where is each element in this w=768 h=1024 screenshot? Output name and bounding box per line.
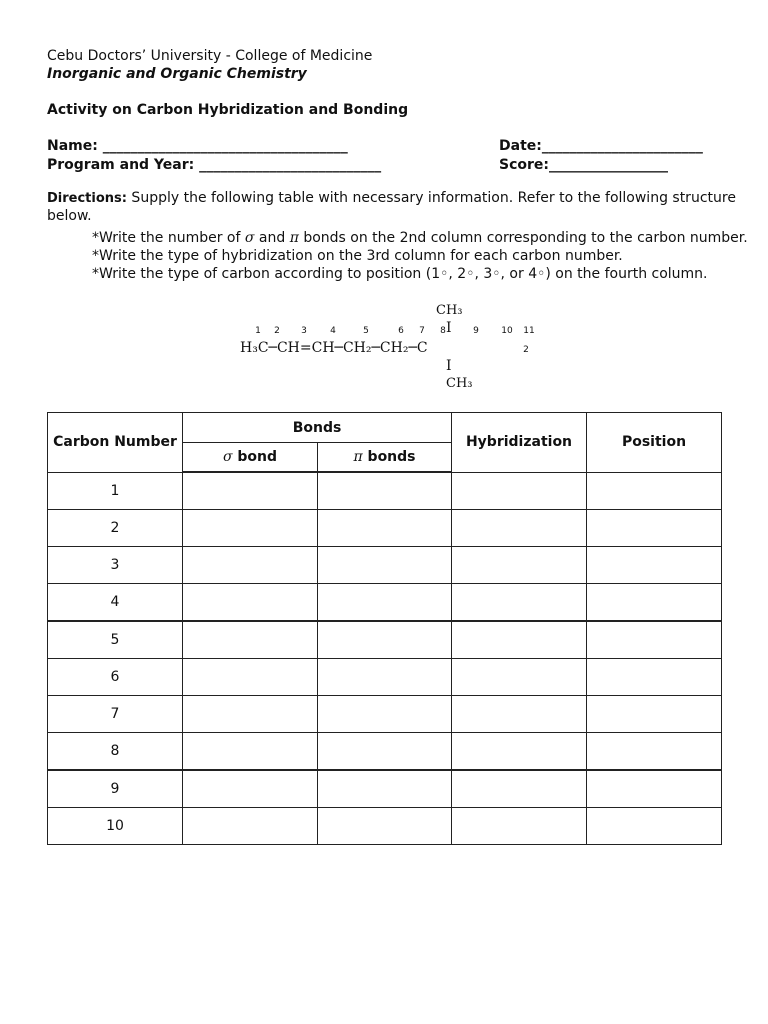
carbon-number-label: 2 — [274, 326, 280, 336]
sigma-bond-cell[interactable] — [183, 696, 318, 733]
hybridization-cell[interactable] — [452, 547, 587, 584]
position-cell[interactable] — [587, 733, 722, 771]
sigma-bond-cell[interactable] — [183, 472, 318, 510]
sigma-bond-cell[interactable] — [183, 733, 318, 771]
sigma-bond-cell[interactable] — [183, 621, 318, 659]
direction-item-position: *Write the type of carbon according to position (1◦, 2◦, 3◦, or 4◦) on the fourth column. — [92, 266, 708, 282]
institution-name: Cebu Doctors’ University - College of Medicine — [47, 48, 373, 64]
carbon-number-cell: 7 — [48, 696, 183, 733]
pi-bonds-cell[interactable] — [318, 584, 452, 622]
carbon-number-cell: 1 — [48, 472, 183, 510]
hybridization-cell[interactable] — [452, 808, 587, 845]
vertical-bond-bottom: I — [446, 358, 452, 374]
pi-bonds-header — [318, 443, 452, 473]
direction-item-bonds-b: and — [254, 230, 290, 246]
direction-item-hybridization: *Write the type of hybridization on the 3rd column for each carbon number. — [92, 248, 623, 264]
hybridization-cell[interactable] — [452, 584, 587, 622]
sigma-symbol: σ — [244, 230, 255, 246]
chain-tail-number: 2 — [523, 345, 529, 355]
carbon-number-label: 6 — [398, 326, 404, 336]
sigma-bond-cell[interactable] — [183, 584, 318, 622]
table-row — [48, 659, 722, 696]
pi-bonds-cell[interactable] — [318, 547, 452, 584]
hybridization-table — [47, 412, 722, 845]
table-row — [48, 584, 722, 622]
carbon-number-label: 10 — [501, 326, 513, 336]
table-row — [48, 733, 722, 771]
sigma-bond-label: bond — [232, 449, 278, 465]
carbon-number-label: 5 — [363, 326, 369, 336]
directions-text-line2: below. — [47, 208, 92, 224]
carbon-number-cell: 6 — [48, 659, 183, 696]
structure-bottom-methyl: CH₃ — [446, 376, 473, 391]
pi-bonds-cell[interactable] — [318, 659, 452, 696]
directions-label: Directions: — [47, 191, 127, 206]
course-title: Inorganic and Organic Chemistry — [47, 66, 307, 82]
main-carbon-chain: H₃C─CH=CH─CH₂─CH₂─C — [240, 340, 428, 356]
pi-bonds-cell[interactable] — [318, 472, 452, 510]
table-row — [48, 770, 722, 808]
position-cell[interactable] — [587, 547, 722, 584]
carbon-number-cell: 10 — [48, 808, 183, 845]
carbon-number-label: 11 — [523, 326, 535, 336]
name-field-label: Name: ___________________________________ — [47, 138, 348, 154]
directions-paragraph — [47, 189, 736, 208]
structure-top-methyl: CH₃ — [436, 303, 463, 318]
carbon-number-cell: 3 — [48, 547, 183, 584]
hybridization-cell[interactable] — [452, 770, 587, 808]
carbon-number-label: 9 — [473, 326, 479, 336]
direction-item-bonds — [92, 229, 748, 247]
position-cell[interactable] — [587, 770, 722, 808]
hybridization-cell[interactable] — [452, 621, 587, 659]
sigma-bond-cell[interactable] — [183, 547, 318, 584]
hybridization-cell[interactable] — [452, 733, 587, 771]
hybridization-cell[interactable] — [452, 472, 587, 510]
table-row — [48, 547, 722, 584]
position-cell[interactable] — [587, 584, 722, 622]
carbon-number-label: 4 — [330, 326, 336, 336]
pi-bonds-cell[interactable] — [318, 621, 452, 659]
vertical-bond-top: I — [446, 320, 452, 336]
table-row — [48, 510, 722, 547]
program-year-field-label: Program and Year: __________________________ — [47, 157, 382, 173]
hybridization-cell[interactable] — [452, 696, 587, 733]
position-cell[interactable] — [587, 472, 722, 510]
carbon-number-cell: 4 — [48, 584, 183, 622]
position-cell[interactable] — [587, 659, 722, 696]
carbon-number-cell: 2 — [48, 510, 183, 547]
position-cell[interactable] — [587, 510, 722, 547]
pi-bonds-cell[interactable] — [318, 770, 452, 808]
sigma-bond-header — [183, 443, 318, 473]
sigma-symbol: σ — [222, 449, 233, 465]
pi-bonds-cell[interactable] — [318, 696, 452, 733]
position-cell[interactable] — [587, 696, 722, 733]
pi-bonds-cell[interactable] — [318, 808, 452, 845]
pi-symbol: π — [289, 230, 299, 246]
carbon-number-cell: 8 — [48, 733, 183, 771]
carbon-number-label: 7 — [419, 326, 425, 336]
bonds-header: Bonds — [183, 413, 452, 443]
table-row — [48, 808, 722, 845]
hybridization-cell[interactable] — [452, 510, 587, 547]
direction-item-bonds-c: bonds on the 2nd column corresponding to the carbon number. — [298, 230, 748, 246]
table-row — [48, 696, 722, 733]
table-row — [48, 472, 722, 510]
sigma-bond-cell[interactable] — [183, 808, 318, 845]
carbon-number-label: 1 — [255, 326, 261, 336]
direction-item-bonds-a: *Write the number of — [92, 230, 245, 246]
score-field-label: Score:_________________ — [499, 157, 668, 173]
carbon-number-label: 3 — [301, 326, 307, 336]
carbon-number-cell: 5 — [48, 621, 183, 659]
position-cell[interactable] — [587, 621, 722, 659]
activity-title: Activity on Carbon Hybridization and Bonding — [47, 102, 409, 118]
pi-bonds-label: bonds — [362, 449, 416, 465]
date-field-label: Date:_______________________ — [499, 138, 703, 154]
directions-text-line1: Supply the following table with necessary information. Refer to the following structure — [126, 190, 736, 206]
table-row — [48, 621, 722, 659]
position-cell[interactable] — [587, 808, 722, 845]
hybridization-cell[interactable] — [452, 659, 587, 696]
carbon-number-cell: 9 — [48, 770, 183, 808]
position-header: Position — [587, 413, 722, 473]
pi-bonds-cell[interactable] — [318, 510, 452, 547]
pi-bonds-cell[interactable] — [318, 733, 452, 771]
sigma-bond-cell[interactable] — [183, 659, 318, 696]
pi-symbol: π — [353, 449, 363, 465]
sigma-bond-cell[interactable] — [183, 510, 318, 547]
carbon-number-label: 8 — [440, 326, 446, 336]
sigma-bond-cell[interactable] — [183, 770, 318, 808]
hybridization-header: Hybridization — [452, 413, 587, 473]
carbon-number-header: Carbon Number — [48, 413, 183, 473]
